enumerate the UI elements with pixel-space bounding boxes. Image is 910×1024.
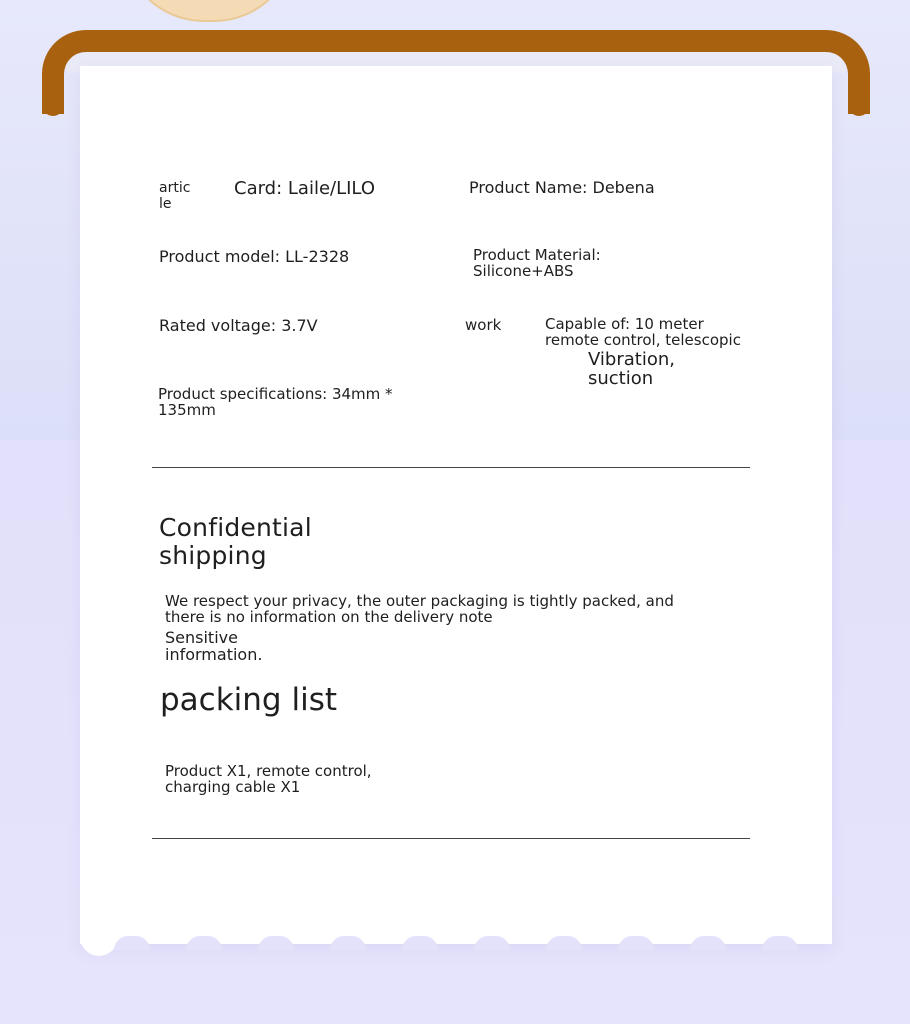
paper-edge-cut [546, 936, 582, 950]
divider [152, 838, 750, 839]
function-modes: Vibration, suction [588, 349, 675, 389]
rated-voltage: Rated voltage: 3.7V [159, 316, 318, 335]
paper-edge-cut [186, 936, 222, 950]
spec-sheet-paper [80, 66, 832, 944]
product-material: Product Material: Silicone+ABS [473, 246, 601, 280]
paper-edge-cut [114, 936, 150, 950]
paper-edge-cut [762, 936, 798, 950]
paper-edge-cut [474, 936, 510, 950]
paper-edge-cut [690, 936, 726, 950]
capable-of: Capable of: 10 meter remote control, telescopic [545, 315, 741, 349]
paper-edge-cut [618, 936, 654, 950]
product-specifications: Product specifications: 34mm * 135mm [158, 385, 393, 419]
work-label: work [465, 316, 502, 334]
packing-list-items: Product X1, remote control, charging cable X1 [165, 762, 372, 796]
card-brand: Card: Laile/LILO [234, 178, 375, 199]
paper-edge-cut [402, 936, 438, 950]
shipping-description: We respect your privacy, the outer packaging is tightly packed, and there is no information on the delivery note [165, 592, 674, 626]
paper-edge-cut [258, 936, 294, 950]
paper-edge-cut [330, 936, 366, 950]
paper-edge-scallop [80, 936, 118, 956]
product-name: Product Name: Debena [469, 178, 655, 197]
shipping-title: Confidential shipping [159, 513, 312, 570]
shipping-description-continued: Sensitive information. [165, 628, 263, 664]
article-label: artic le [159, 180, 191, 212]
divider [152, 467, 750, 468]
packing-list-title: packing list [160, 682, 337, 718]
decorative-circle [122, 0, 296, 22]
product-model: Product model: LL-2328 [159, 247, 350, 266]
